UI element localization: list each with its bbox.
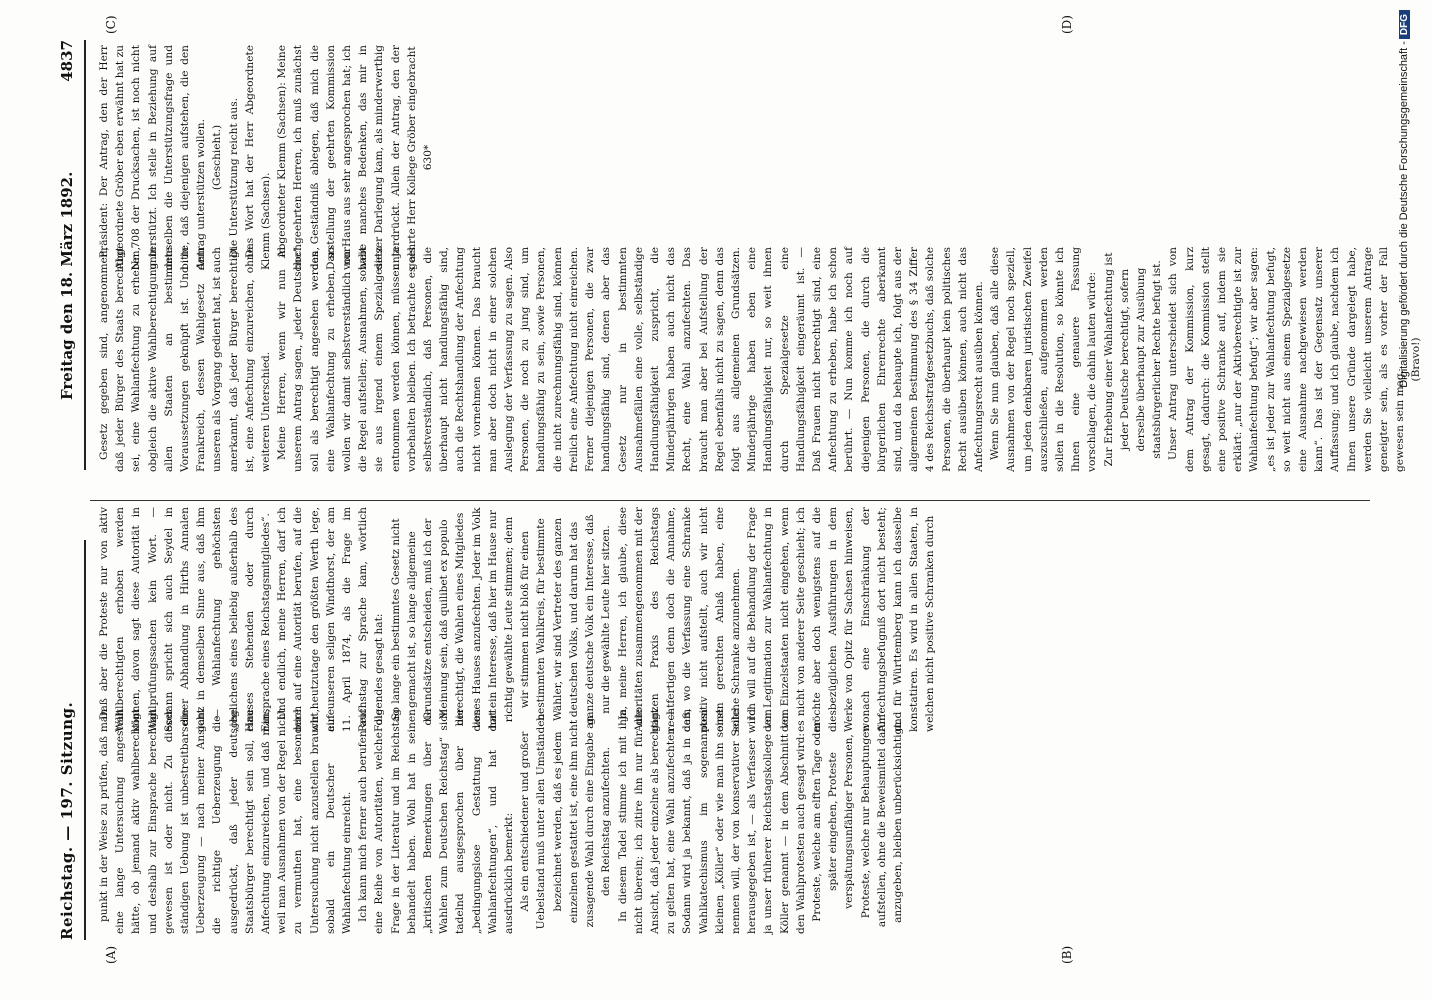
paragraph: So lange ein bestimmtes Gesetz nicht gemacht ist, so lange allgemeine Grundsätze entscheiden, muß ich der Meinung sein, daß quilibet ex populo berechtigt, die Wahlen eines Mitgliedes dieses Hauses anzufechten. Jeder im Volk hat ein Interesse, daß hier im Hause nur richtig gewählte Leute stimmen; denn wir stimmen nicht bloß für einen bestimmten Wahlkreis, für bestimmte Wähler, wir sind Vertreter des ganzen deutschen Volks, und darum hat das ganze deutsche Volk ein Interesse, daß nur die gewählte Leute hier sitzen.	[389, 507, 613, 732]
paragraph: Gesetz gegeben sind, angenommen, daß jeder Bürger des Staats berechtigt sei, eine Wahlanfechtung zu erheben, obgleich die aktive Wahlberechtigung in allen Staaten an bestimmte Voraussetzungen geknüpft ist. Und in Frankreich, dessen Wahlgesetz dem unseren als Vorgang gedient hat, ist auch anerkannt, daß jeder Bürger berechtigt ist, eine Anfechtung einzureichen, ohne weiteren Unterschied.	[98, 247, 273, 472]
paragraph: (Geschieht.)	[211, 124, 224, 191]
paragraph: Als ein entschiedener und großer Uebelstand muß unter allen Umständen bezeichnet werden, daß es jedem einzelnen gestattet ist, eine ihm nicht zusagende Wahl durch eine Eingabe an den Reichstag anzufechten.	[519, 713, 613, 930]
paragraph: Und endlich, meine Herren, darf ich mich auf eine Autorität berufen, auf die wir heutzutage den größten Werth lege, auf unseren seligen Windthorst, der am 11. April 1874, als die Frage im Reichstag zur Sprache kam, wörtlich Folgendes gesagt hat:	[276, 507, 386, 732]
paragraph: 630*	[422, 144, 435, 171]
paragraph: Die Unterstützung reicht aus.	[227, 97, 240, 258]
paragraph: Proteste, welche am elften Tage oder später eingehen, Proteste verspätungsunfähiger Personen, Proteste, welche nur Behauptungen aufstellen, ohne die Beweismittel dafür anzugeben, bleiben unberücksichtigt.	[810, 715, 904, 928]
paragraph: punkt in der Weise zu prüfen, daß man eine lange Untersuchung angestellt hätte, ob jemand aktiv wahlberechtigt und deshalb zur Einsprache berechtigt gewesen ist oder nicht. Zu dieser ständigen Uebung ist unbestreitbar die Ueberzeugung — nach meiner Ansicht die richtige Ueberzeugung — ausgedrückt, daß jeder deutsche Staatsbürger berechtigt sein soll, eine Anfechtung einzureichen, und daß man, weil man Ausnahmen von der Regel nicht zu vermuthen hat, eine besondere Untersuchung nicht anzustellen braucht, sobald ein Deutscher eine Wahlanfechtung einreicht.	[98, 709, 354, 934]
column-left-a	[96, 709, 1356, 934]
header-rule-left	[84, 540, 86, 940]
header-rule-right	[84, 40, 86, 470]
credit-text: Digitalisierung gefördert durch die Deutsche Forschungsgemeinschaft -	[1398, 41, 1410, 388]
column-right-b	[96, 45, 1356, 270]
paragraph: Daß aber die Proteste nur von aktiv Wahlberechtigten erhoben werden können, davon sagt diese Autorität in Wahlprüfungssachen kein Wort. — Sodann spricht sich auch Seydel in seiner Abhandlung in Hirths Annalen ganz in demselben Sinne aus, daß ihm die Wahlanfechtung gehöchsten „jeglichens eines beliebig außerhalb des Hauses Stehenden oder durch Einsprache eines Reichstagsmitgliedes“.	[98, 507, 273, 732]
paragraph: Ich will auf die Behandlung der Frage der Legitimation zur Wahlanfechtung in den Einzelstaaten nicht eingehen, wenn es nicht von anderer Seite geschieht; ich möchte aber doch wenigstens auf die diesbezüglichen Ausführungen in dem Werke von Opitz für Sachsen hinweisen, wonach eine Einschränkung der Anfechtungsbefugniß dort nicht besteht; und für Württemberg kann ich dasselbe konstatiren. Es wird in allen Staaten, in welchen nicht positive Schranken durch	[746, 507, 937, 732]
paragraph: Abgeordneter Klemm (Sachsen): Meine hochgeehrten Herren, ich muß zunächst das Geständniß ablegen, daß mich die Darstellung der geehrten Kommission von Haus aus sehr angesprochen hat; ich habe manches Bedenken, das mir in dieser Darlegung kam, als minderwerthig unterdrückt. Allein der Antrag, den der geehrte Herr Kollege Gröber eingebracht	[276, 45, 418, 270]
column-right-a	[96, 247, 1423, 472]
paragraph: Unser Antrag unterscheidet sich von dem Antrag der Kommission, kurz gesagt, dadurch: die Kommission stellt eine positive Schranke auf, indem sie erklärt: „nur der Aktivberechtigte ist zur Wahlanfechtung befugt“; wir aber sagen: „es ist jeder zur Wahlanfechtung befugt, so weit nicht aus einem Spezialgesetze eine Ausnahme nachgewiesen werden kann“. Das ist der Gegensatz unserer Auffassung; und ich glaube, nachdem ich Ihnen unsere Gründe dargelegt habe, werden Sie vielleicht unserem Antrage geneigter sein, als es vorher der Fall gewesen sein mag.	[1167, 247, 1407, 472]
paragraph: In diesem Tadel stimme ich mit ihm nicht überein; ich zitire ihn nur für die Ansicht, daß jeder einzelne als berechtigt zu gelten hat, eine Wahl anzufechten. — Sodann wird ja bekannt, daß ja in dem Wahlkatechismus im sogenannten kleinen „Köller“ oder wie man ihn sonst nennen will, der von konservativer Seite herausgegeben ist, — als Verfasser wird ja unser früherer Reichstagskollege von Köller genannt — in dem Abschnitt von den Wahlprotesten auch gesagt wird:	[616, 709, 807, 934]
marker-b: (B)	[1060, 945, 1074, 964]
header-date: Freitag den 18. März 1892.	[58, 171, 76, 400]
paragraph: Zur Erhebung einer Wahlanfechtung ist jeder Deutsche berechtigt, sofern derselbe überhaupt zur Ausübung staatsbürgerlicher Rechte befugt ist.	[1102, 252, 1164, 467]
dfg-logo: DFG	[1399, 10, 1410, 39]
paragraph: Das Wort hat der Herr Abgeordnete Klemm (Sachsen).	[243, 45, 273, 270]
marker-a: (A)	[104, 945, 118, 964]
paragraph: (Bravo!)	[1410, 337, 1423, 382]
paragraph: Wenn Sie nun glauben, daß alle diese Ausnahmen von der Regel noch speziell, um jeden denkbaren juristischen Zweifel auszuschließen, aufgenommen werden sollen in die Resolution, so könnte ich Ihnen eine genauere Fassung vorschlagen, die dahin lauten würde:	[989, 247, 1099, 472]
paragraph: Ja, meine Herren, ich glaube, diese Autoritäten zusammengenommen mit der ganzen Praxis des Reichstags rechtfertigen denn doch die Annahme, daß, wo die Verfassung eine Schranke positiv nicht aufstellt, auch wir nicht einen gerechten Anlaß haben, eine solche Schranke anzunehmen.	[616, 507, 742, 732]
column-left-b	[96, 507, 1356, 732]
paragraph: Meine Herren, wenn wir nun in unserem Antrag sagen, „jeder Deutsche“ soll als berechtigt angesehen werden, eine Wahlanfechtung zu erheben, so wollen wir damit selbstverständlich nur die Regel aufstellen; Ausnahmen, soweit sie aus irgend einem Spezialgesetz entnommen werden können, müssen ja vorbehalten bleiben. Ich betrachte es als selbstverständlich, daß Personen, die überhaupt nicht handlungsfähig sind, auch die Rechtshandlung der Anfechtung nicht vornehmen können. Das braucht man aber doch nicht in einer solchen Auslegung der Verfassung zu sagen. Also Personen, die noch zu jung sind, um handlungsfähig zu sein, sowie Personen, die nicht zurechnungsfähig sind, können freilich eine Anfechtung nicht einreichen. Ferner diejenigen Personen, die zwar handlungsfähig sind, denen aber das Gesetz nur in bestimmten Ausnahmefällen eine volle, selbständige Handlungsfähigkeit zuspricht, die Minderjährigen haben auch nicht das Recht, eine Wahl anzufechten. Das braucht man aber bei Aufstellung der Regel ebenfalls nicht zu sagen, denn das folgt aus allgemeinen Grundsätzen. Minderjährige haben eben eine Handlungsfähigkeit nur, so weit ihnen durch Spezialgesetze eine Handlungsfähigkeit eingeräumt ist. — Daß Frauen nicht berechtigt sind, eine Anfechtung zu erheben, habe ich schon berührt. — Nun komme ich noch auf diejenigen Personen, die durch die bürgerlichen Ehrenrechte aberkannt sind, und da behaupte ich, folgt aus der allgemeinen Bestimmung des § 34 Ziffer 4 des Reichsstrafgesetzbuchs, daß solche Personen, die überhaupt kein politisches Recht ausüben können, auch nicht das Anfechtungsrecht ausüben können.	[276, 247, 985, 472]
header-left: Reichstag. — 197. Sitzung.	[58, 701, 76, 940]
paragraph: Präsident: Der Antrag, den der Herr Abgeordnete Gröber eben erwähnt hat zu Nr. 708 der Drucksachen, ist noch nicht unterstützt. Ich stelle in Beziehung auf denselben die Unterstützungsfrage und bitte, daß diejenigen aufstehen, die den Antrag unterstützen wollen.	[98, 45, 208, 270]
paragraph: Ich kann mich ferner auch berufen auf eine Reihe von Autoritäten, welche die Frage in der Literatur und im Reichstag behandelt haben. Wohl hat in seinen „kritischen Bemerkungen über die Wahlen zum Deutschen Reichstag“ sich tadelnd ausgesprochen über die „bedingungslose Gestattung von Wahlanfechtungen“, und hat dort ausdrücklich bemerkt:	[357, 709, 516, 934]
marker-d: (D)	[1060, 15, 1074, 34]
page-number: 4837	[58, 40, 76, 82]
digitization-credit	[1398, 10, 1410, 440]
column-divider	[90, 500, 1370, 501]
marker-c: (C)	[104, 15, 118, 34]
